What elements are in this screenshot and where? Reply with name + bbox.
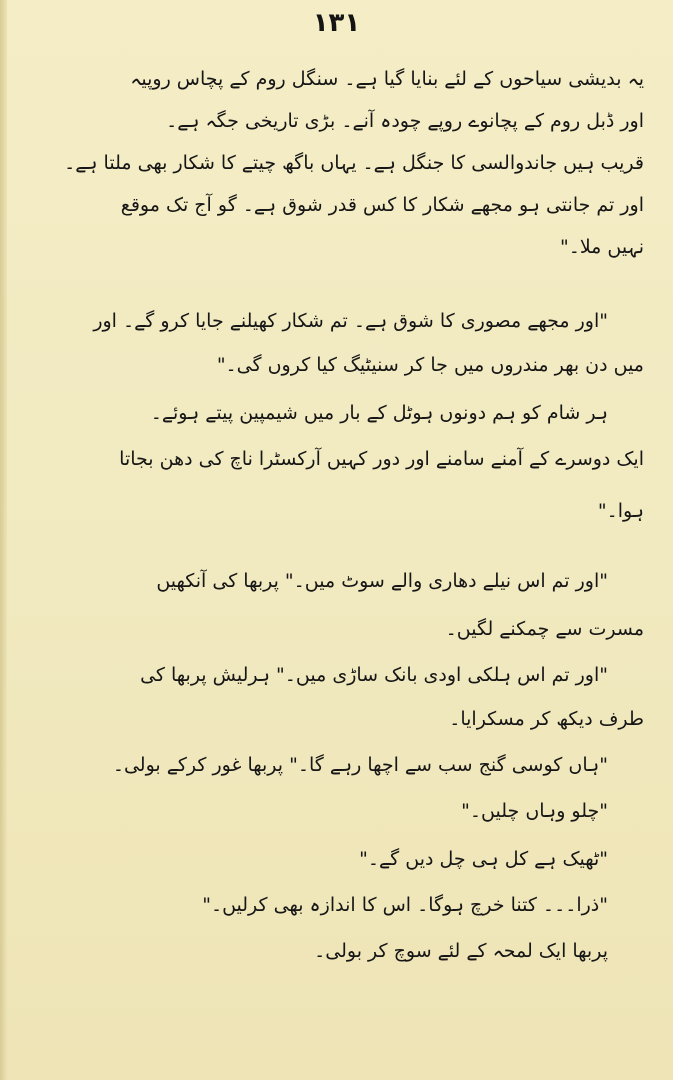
page-number: ۱۳۱ [312, 8, 361, 38]
text-line: "اور تم اس نیلے دھاری والے سوٹ میں۔" پربھا کی آنکھیں [156, 570, 608, 592]
text-line: طرف دیکھ کر مسکرایا۔ [449, 708, 644, 730]
text-line: اور تم جانتی ہو مجھے شکار کا کس قدر شوق ہے۔ گو آج تک موقع [120, 194, 644, 216]
text-line: ہر شام کو ہم دونوں ہوٹل کے بار میں شیمپین پیتے ہوئے۔ [150, 402, 608, 424]
text-line: پربھا ایک لمحہ کے لئے سوچ کر بولی۔ [314, 940, 608, 962]
text-line: "ذرا۔۔۔ کتنا خرچ ہوگا۔ اس کا اندازہ بھی کرلیں۔" [202, 894, 608, 916]
text-line: "ہاں کوسی گنج سب سے اچھا رہے گا۔" پربھا غور کرکے بولی۔ [112, 754, 608, 776]
text-line: یہ بدیشی سیاحوں کے لئے بنایا گیا ہے۔ سنگل روم کے پچاس روپیہ [130, 68, 644, 90]
page-binding-edge [0, 0, 7, 1080]
text-line: اور ڈبل روم کے پچانوے روپے چودہ آنے۔ بڑی تاریخی جگہ ہے۔ [166, 110, 644, 132]
text-line: "اور مجھے مصوری کا شوق ہے۔ تم شکار کھیلنے جایا کرو گے۔ اور [93, 310, 608, 332]
text-line: "اور تم اس ہلکی اودی بانک ساڑی میں۔" ہرلیش پربھا کی [140, 664, 608, 686]
text-line: ہوا۔" [597, 500, 644, 522]
text-line: میں دن بھر مندروں میں جا کر سنیٹیگ کیا کروں گی۔" [216, 354, 644, 376]
text-line: "چلو وہاں چلیں۔" [461, 800, 608, 822]
text-line: مسرت سے چمکنے لگیں۔ [445, 618, 644, 640]
text-line: ایک دوسرے کے آمنے سامنے اور دور کہیں آرکسٹرا ناچ کی دھن بجاتا [119, 448, 644, 470]
text-line: "ٹھیک ہے کل ہی چل دیں گے۔" [359, 848, 608, 870]
text-line: نہیں ملا۔" [559, 236, 644, 258]
text-line: قریب ہیں جاندوالسی کا جنگل ہے۔ یہاں باگھ چیتے کا شکار بھی ملتا ہے۔ [64, 152, 644, 174]
